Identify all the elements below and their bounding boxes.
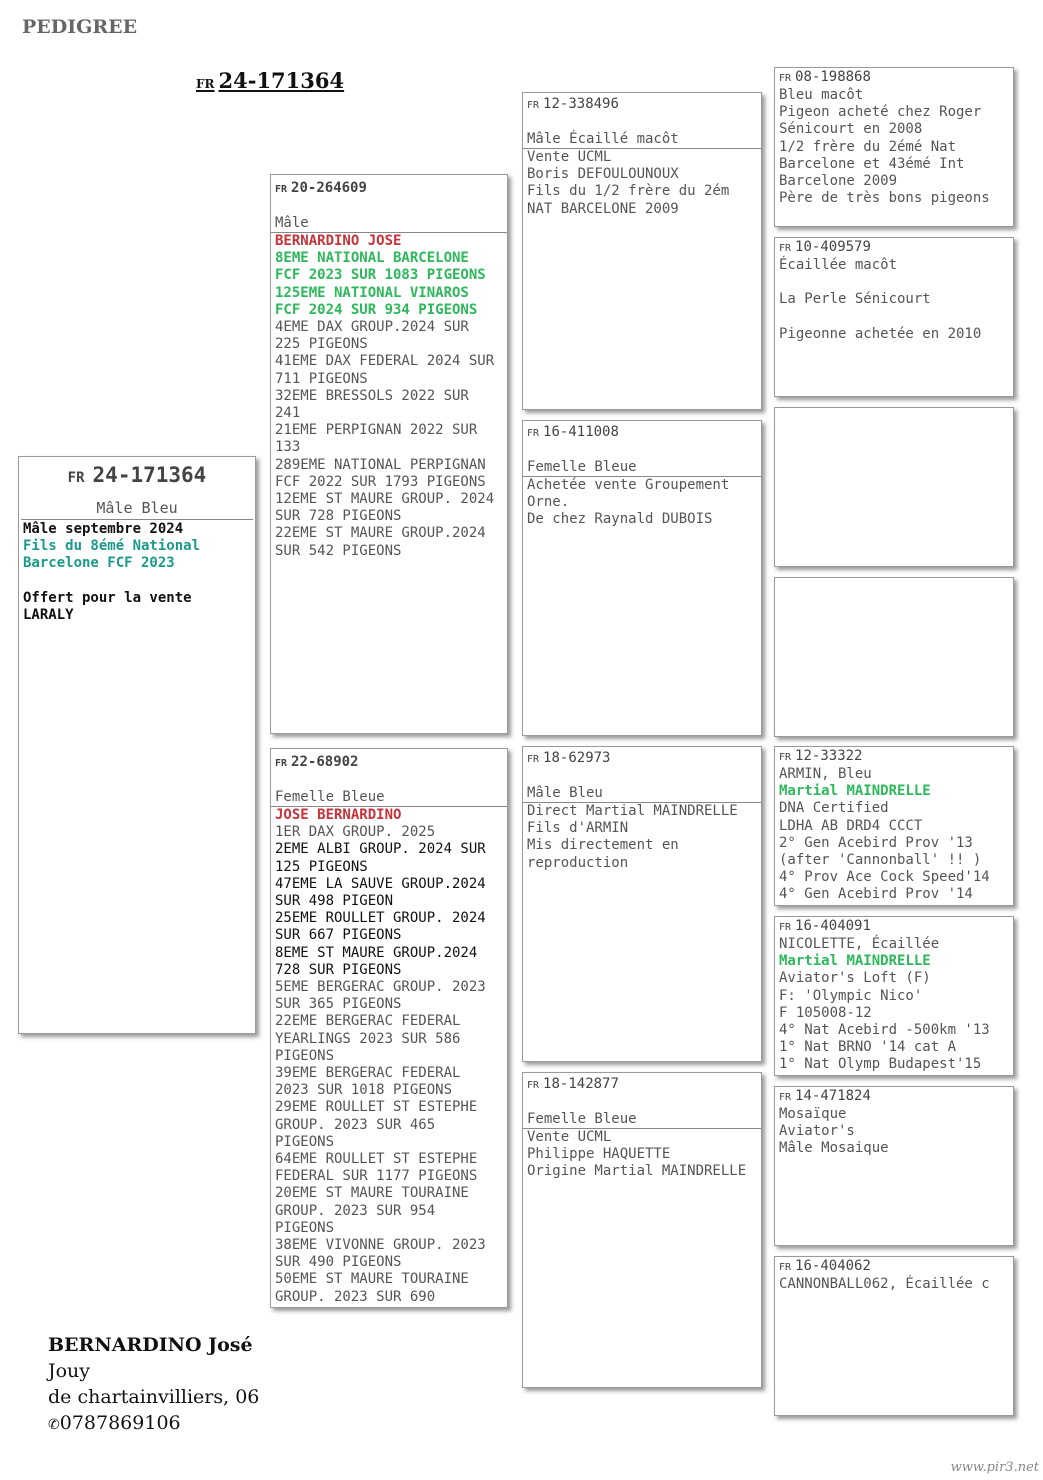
note-line: FCF 2022 SUR 1793 PIGEONS [275, 473, 486, 490]
note-line: PIGEONS [275, 1133, 335, 1150]
ring-number: FR 16-411008 [527, 424, 619, 440]
note-line: 125 PIGEONS [275, 858, 368, 875]
note-line [779, 309, 1009, 326]
note-line: 64EME ROULLET ST ESTEPHE [275, 1151, 478, 1168]
note-line: JOSE BERNARDINO [275, 807, 402, 823]
note-line: 38EME VIVONNE GROUP. 2023 [275, 1237, 486, 1254]
note-line: Orne. [527, 494, 570, 511]
note-line: 711 PIGEONS [275, 370, 368, 387]
note-line: 728 SUR PIGEONS [275, 961, 402, 978]
note-line: 2EME ALBI GROUP. 2024 SUR [275, 841, 486, 858]
note-line: 4° Nat Acebird -500km '13 [779, 1022, 990, 1039]
note-line: Barcelone 2009 [779, 173, 898, 190]
grandparent-card [522, 1072, 762, 1388]
note-line: SUR 542 PIGEONS [275, 542, 402, 559]
note-line: ARMIN, Bleu [779, 766, 872, 782]
owner-phone: ✆0787869106 [48, 1412, 181, 1434]
sire-ring: FR 20-264609 [275, 180, 367, 196]
note-line: SUR 498 PIGEON [275, 893, 394, 910]
note-line: Fils du 8émé National [23, 538, 201, 555]
subject-ring: FR 24-171364 [67, 463, 207, 487]
note-line: 50EME ST MAURE TOURAINE [275, 1271, 469, 1288]
note-line: 29EME ROULLET ST ESTEPHE [275, 1099, 478, 1116]
note-line: Aviator's Loft (F) [779, 970, 931, 987]
note-line: 25EME ROULLET GROUP. 2024 [275, 910, 486, 927]
owner-info [48, 1332, 259, 1438]
note-line: NICOLETTE, Écaillée [779, 936, 940, 952]
note-line: Martial MAINDRELLE [779, 783, 931, 800]
note-line: Achetée vente Groupement [527, 477, 730, 493]
note-line: Fils d'ARMIN [527, 820, 629, 837]
note-line: Origine Martial MAINDRELLE [527, 1163, 747, 1180]
note-line: 4° Gen Acebird Prov '14 [779, 886, 973, 903]
note-line: Mis directement en [527, 837, 679, 854]
note-line: Pigeonne achetée en 2010 [779, 325, 982, 342]
note-line: FCF 2024 SUR 934 PIGEONS [275, 301, 478, 318]
note-line: GROUP. 2023 SUR 465 [275, 1116, 436, 1133]
notes [523, 1129, 761, 1181]
note-line: Bleu macôt [779, 87, 864, 103]
notes [775, 1106, 1013, 1158]
page-header: PEDIGREE [22, 16, 138, 38]
note-line: Barcelone et 43émé Int [779, 155, 965, 172]
note-line: Mosaïque [779, 1106, 847, 1122]
note-line: Offert pour la vente [23, 589, 192, 606]
sex-color: Femelle Bleue [523, 1111, 761, 1129]
note-line: F 105008-12 [779, 1004, 872, 1021]
note-line: NAT BARCELONE 2009 [527, 200, 679, 217]
note-line: Martial MAINDRELLE [779, 953, 931, 970]
note-line: FEDERAL SUR 1177 PIGEONS [275, 1168, 478, 1185]
note-line: SUR 490 PIGEONS [275, 1254, 402, 1271]
watermark: www.pir3.net [950, 1460, 1039, 1475]
note-line: Pigeon acheté chez Roger [779, 104, 982, 121]
notes [775, 257, 1013, 343]
grandparent-card [522, 92, 762, 410]
owner-address-1: Jouy [48, 1360, 91, 1382]
great-grandparent-card [774, 1086, 1014, 1246]
subject-notes [19, 520, 255, 624]
note-line: 4EME DAX GROUP.2024 SUR [275, 319, 469, 336]
note-line: 225 PIGEONS [275, 336, 368, 353]
note-line: 1ER DAX GROUP. 2025 [275, 824, 436, 841]
note-line: 2° Gen Acebird Prov '13 [779, 834, 973, 851]
ring-number: FR 14-471824 [779, 1088, 871, 1104]
notes [775, 87, 1013, 207]
great-grandparent-card [774, 407, 1014, 567]
note-line: FCF 2023 SUR 1083 PIGEONS [275, 267, 486, 284]
note-line: Sénicourt en 2008 [779, 121, 923, 138]
note-line: F: 'Olympic Nico' [779, 987, 923, 1004]
note-line: Aviator's [779, 1123, 855, 1140]
note-line: Mâle Mosaique [779, 1140, 889, 1157]
note-line: 1° Nat Olymp Budapest'15 [779, 1056, 982, 1073]
owner-name: BERNARDINO José [48, 1334, 253, 1356]
note-line: 12EME ST MAURE GROUP. 2024 [275, 491, 495, 508]
pedigree-title: FR 24-171364 [196, 68, 345, 93]
note-line: Direct Martial MAINDRELLE [527, 803, 738, 819]
note-line: Fils du 1/2 frère du 2ém [527, 183, 730, 200]
notes [523, 477, 761, 529]
ring-number: FR 18-62973 [527, 750, 611, 766]
note-line: DNA Certified [779, 800, 889, 817]
note-line: 8EME NATIONAL BARCELONE [275, 250, 469, 267]
note-line: BERNARDINO JOSE [275, 233, 402, 249]
phone-icon: ✆ [48, 1417, 60, 1433]
notes [775, 1276, 1013, 1293]
note-line: SUR 365 PIGEONS [275, 996, 402, 1013]
ring-number: FR 18-142877 [527, 1076, 619, 1092]
note-line: GROUP. 2023 SUR 954 [275, 1202, 436, 1219]
ring-number: FR 16-404091 [779, 918, 871, 934]
note-line: Barcelone FCF 2023 [23, 555, 175, 572]
note-line: SUR 667 PIGEONS [275, 927, 402, 944]
note-line: 5EME BERGERAC GROUP. 2023 [275, 979, 486, 996]
note-line: Écaillée macôt [779, 257, 898, 273]
great-grandparent-card [774, 916, 1014, 1076]
note-line: Père de très bons pigeons [779, 190, 990, 207]
dam-sex: Femelle Bleue [271, 789, 507, 807]
dam-ring: FR 22-68902 [275, 754, 359, 770]
note-line: PIGEONS [275, 1219, 335, 1236]
note-line: 4° Prov Ace Cock Speed'14 [779, 869, 990, 886]
grandparent-card [522, 746, 762, 1062]
note-line: LDHA AB DRD4 CCCT [779, 817, 923, 834]
sex-color: Mâle Écaillé macôt [523, 131, 761, 149]
note-line [779, 274, 1009, 291]
great-grandparent-card [774, 1256, 1014, 1416]
note-line: Vente UCML [527, 1129, 612, 1145]
note-line: 125EME NATIONAL VINAROS [275, 284, 469, 301]
ring-number: FR 16-404062 [779, 1258, 871, 1274]
note-line: 20EME ST MAURE TOURAINE [275, 1185, 469, 1202]
note-line: 32EME BRESSOLS 2022 SUR [275, 387, 469, 404]
note-line: Vente UCML [527, 149, 612, 165]
note-line: 22EME BERGERAC FEDERAL [275, 1013, 461, 1030]
sex-color: Femelle Bleue [523, 459, 761, 477]
note-line: reproduction [527, 854, 629, 871]
ring-number: FR 08-198868 [779, 69, 871, 85]
note-line: 133 [275, 439, 301, 456]
note-line: 21EME PERPIGNAN 2022 SUR [275, 422, 478, 439]
note-line: 39EME BERGERAC FEDERAL [275, 1065, 461, 1082]
notes [775, 766, 1013, 904]
notes [523, 149, 761, 218]
great-grandparent-card [774, 237, 1014, 397]
note-line: 241 [275, 405, 301, 422]
sire-card [270, 174, 508, 734]
note-line: 289EME NATIONAL PERPIGNAN [275, 456, 486, 473]
note-line: De chez Raynald DUBOIS [527, 511, 713, 528]
dam-notes [271, 807, 507, 1306]
note-line: 47EME LA SAUVE GROUP.2024 [275, 875, 486, 892]
note-line: 41EME DAX FEDERAL 2024 SUR [275, 353, 495, 370]
note-line: 2023 SUR 1018 PIGEONS [275, 1082, 453, 1099]
ring-number: FR 12-33322 [779, 748, 863, 764]
note-line: 1/2 frère du 2émé Nat [779, 138, 957, 155]
dam-card [270, 748, 508, 1308]
ring-number: FR 10-409579 [779, 239, 871, 255]
notes [523, 803, 761, 872]
note-line: Mâle septembre 2024 [23, 521, 184, 537]
note-line: 8EME ST MAURE GROUP.2024 [275, 944, 478, 961]
note-line: LARALY [23, 607, 74, 624]
note-line: GROUP. 2023 SUR 690 [275, 1288, 436, 1305]
note-line: YEARLINGS 2023 SUR 586 [275, 1030, 461, 1047]
note-line: CANNONBALL062, Écaillée c [779, 1276, 990, 1292]
sire-sex: Mâle [271, 215, 507, 233]
note-line: 22EME ST MAURE GROUP.2024 [275, 525, 486, 542]
owner-address-2: de chartainvilliers, 06 [48, 1386, 260, 1408]
grandparent-card [522, 420, 762, 736]
note-line: PIGEONS [275, 1047, 335, 1064]
note-line: 1° Nat BRNO '14 cat A [779, 1039, 957, 1056]
note-line: Philippe HAQUETTE [527, 1146, 671, 1163]
subject-sex: Mâle Bleu [21, 499, 253, 520]
note-line: Boris DEFOULOUNOUX [527, 166, 679, 183]
note-line [23, 573, 251, 590]
ring-number: FR 12-338496 [527, 96, 619, 112]
notes [775, 936, 1013, 1074]
great-grandparent-card [774, 577, 1014, 737]
subject-card [18, 456, 256, 1034]
great-grandparent-card [774, 67, 1014, 227]
great-grandparent-card [774, 746, 1014, 906]
sire-notes [271, 233, 507, 560]
note-line: SUR 728 PIGEONS [275, 508, 402, 525]
note-line: (after 'Cannonball' !! ) [779, 852, 982, 869]
note-line: La Perle Sénicourt [779, 291, 931, 308]
sex-color: Mâle Bleu [523, 785, 761, 803]
